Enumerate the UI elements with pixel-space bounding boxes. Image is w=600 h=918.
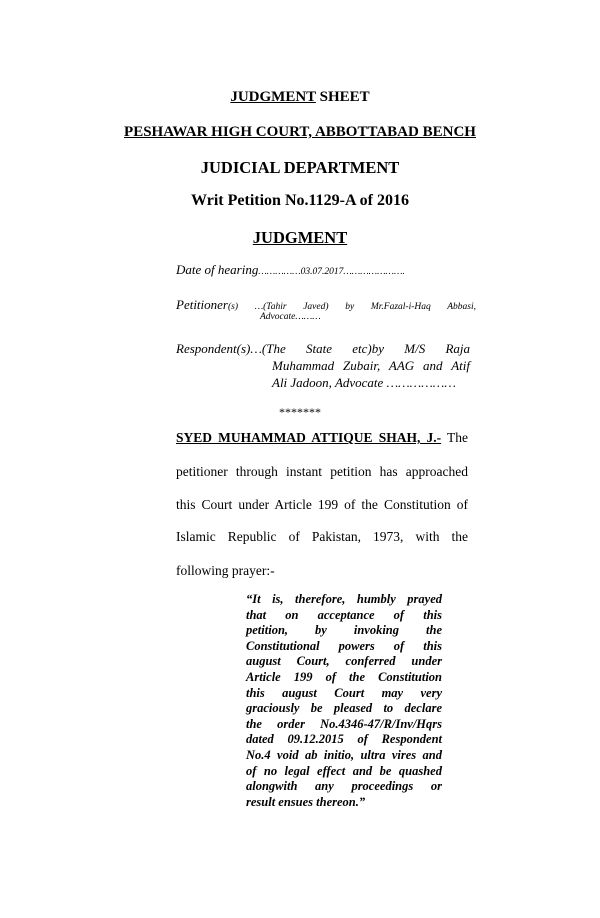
judge-name: SYED MUHAMMAD ATTIQUE SHAH, J.- xyxy=(176,430,442,445)
section-heading: JUDGMENT xyxy=(252,228,348,247)
hearing-value: ……………03.07.2017…………………. xyxy=(258,267,405,277)
body-line-2: petitioner through instant petition has approached xyxy=(176,464,468,479)
prayer-line: petition, by invoking the xyxy=(246,623,442,638)
opening-rest: The xyxy=(441,430,469,445)
body-line-5: following prayer:- xyxy=(176,563,275,578)
prayer-line: Article 199 of the Constitution xyxy=(246,669,442,684)
prayer-line: this august Court may very xyxy=(246,685,442,700)
prayer-line: dated 09.12.2015 of Respondent xyxy=(246,732,442,747)
prayer-line: the order No.4346-47/R/Inv/Hqrs xyxy=(246,716,442,731)
judgment-sheet-heading xyxy=(0,89,600,106)
petitioner-label: Petitioner xyxy=(176,297,228,312)
body-line-3: this Court under Article 199 of the Constitution of xyxy=(176,497,468,512)
prayer-line: result ensues thereon.” xyxy=(246,794,366,809)
department-heading: JUDICIAL DEPARTMENT xyxy=(200,158,400,177)
prayer-quote xyxy=(246,592,442,810)
respondent-line-2: Muhammad Zubair, AAG and Atif xyxy=(272,358,470,373)
respondent-line-1: Respondent(s)…(The State etc)by M/S Raja xyxy=(176,341,470,356)
court-name: PESHAWAR HIGH COURT, ABBOTTABAD BENCH xyxy=(124,124,476,140)
date-of-hearing xyxy=(176,262,476,278)
petitioner-line xyxy=(176,297,476,313)
judgment-sheet-rest: SHEET xyxy=(315,89,370,105)
prayer-line: alongwith any proceedings or xyxy=(246,779,442,794)
prayer-line: Constitutional powers of this xyxy=(246,638,442,653)
case-number: Writ Petition No.1129-A of 2016 xyxy=(191,192,409,209)
judgment-sheet-bold: JUDGMENT xyxy=(230,89,316,105)
prayer-line: of no legal effect and be quashed xyxy=(246,763,442,778)
judgment-opening-line xyxy=(176,430,468,446)
prayer-line: “It is, therefore, humbly prayed xyxy=(246,592,442,606)
respondent-line-3: Ali Jadoon, Advocate ……………… xyxy=(272,375,456,390)
body-line-4: Islamic Republic of Pakistan, 1973, with the xyxy=(176,529,468,544)
petitioner-detail-2: Advocate……… xyxy=(260,312,321,322)
separator-stars: ******* xyxy=(279,405,321,419)
petitioner-detail: (s) …(Tahir Javed) by Mr.Fazal-i-Haq Abbasi, xyxy=(228,302,476,312)
prayer-line: that on acceptance of this xyxy=(246,607,442,622)
prayer-line: graciously be pleased to declare xyxy=(246,701,442,716)
hearing-label: Date of hearing xyxy=(176,262,259,277)
prayer-line: No.4 void ab initio, ultra vires and xyxy=(246,747,442,762)
prayer-line: august Court, conferred under xyxy=(246,654,442,669)
